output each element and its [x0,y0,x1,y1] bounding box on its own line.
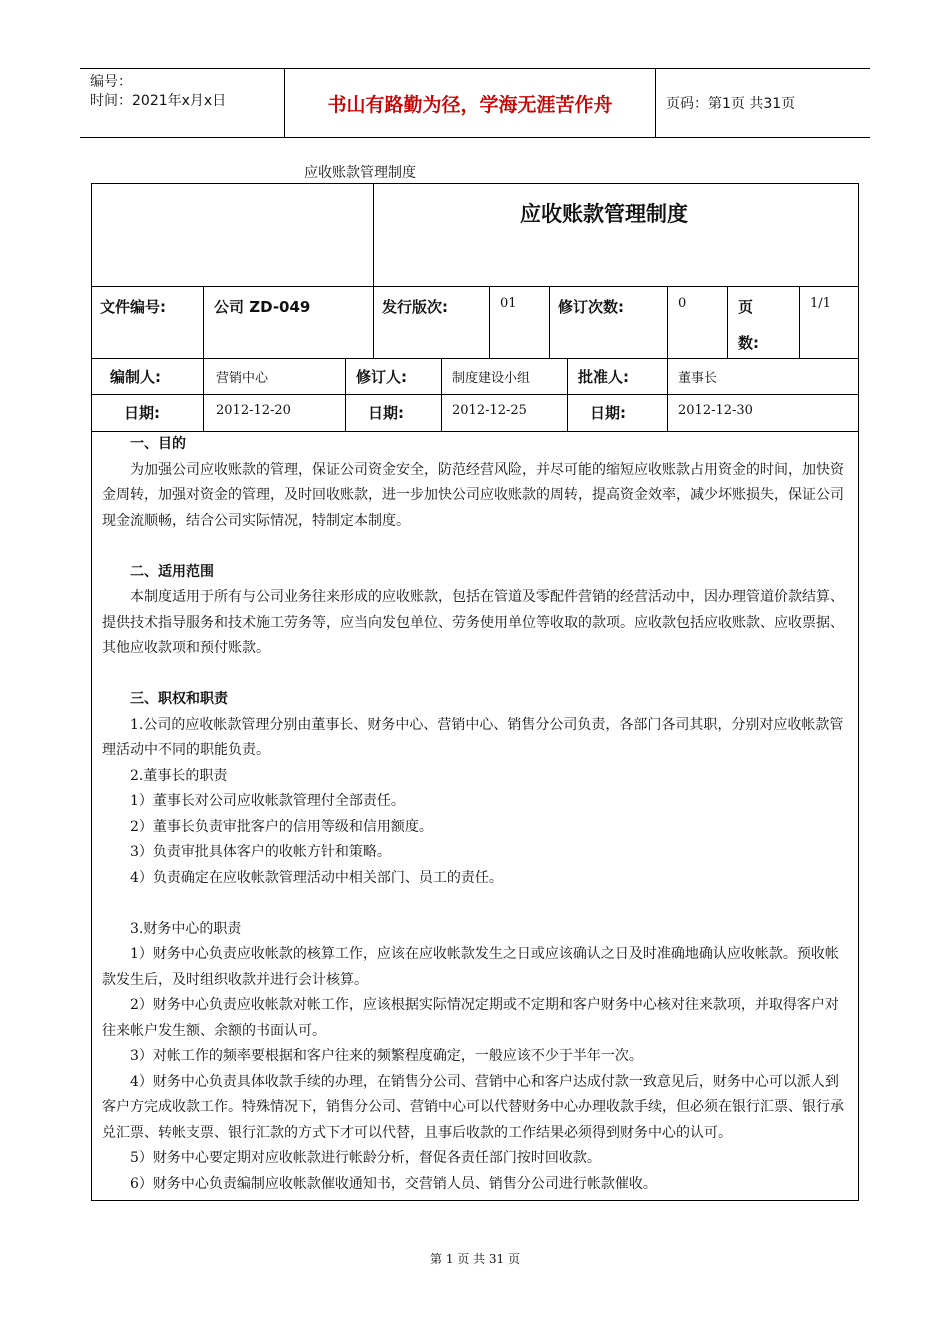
page-header [80,68,870,138]
document-table [91,183,859,1201]
revision-label: 修订次数: [558,298,624,316]
date3-label-cell [568,395,668,432]
paragraph: 3.财务中心的职责 [130,920,242,937]
section-heading: 一、目的 [130,436,186,452]
header-meta [90,73,226,111]
paragraph: 为加强公司应收账款的管理，保证公司资金安全，防范经营风险，并尽可能的缩短应收账款占用资金的时间，加快资金周转，加强对资金的管理，及时回收账款，进一步加快公司应收账款的周转，提高资金效率，减少坏账损失，保证公司现金流顺畅，结合公司实际情况，特制定本制度。 [102,461,844,529]
paragraph: 6）财务中心负责编制应收帐款催收通知书，交营销人员、销售分公司进行帐款催收。 [130,1175,657,1192]
header-motto: 书山有路勤为径，学海无涯苦作舟 [284,69,656,137]
approver-value-cell [668,359,858,395]
reviser-label-cell [346,359,442,395]
paragraph: 2）财务中心负责应收帐款对帐工作，应该根据实际情况定期或不定期和客户财务中心核对往来款项，并取得客户对往来帐户发生额、余额的书面认可。 [102,997,839,1039]
author-label: 编制人: [110,368,161,386]
date3-label: 日期: [590,404,626,422]
edition-label-cell [374,287,490,359]
revision-label-cell [550,287,668,359]
revision-value-cell [668,287,728,359]
document-title: 应收账款管理制度 [520,202,688,226]
author-value-cell [204,359,346,395]
file-no-value-cell [204,287,374,359]
pages-label-cell [728,287,800,359]
pages-value: 1/1 [810,296,831,311]
paragraph: 1.公司的应收帐款管理分别由董事长、财务中心、营销中心、销售分公司负责，各部门各司其职，分别对应收帐款管理活动中不同的职能负责。 [102,716,844,758]
paragraph: 2.董事长的职责 [130,767,228,784]
approver-label-cell [568,359,668,395]
header-page-code: 页码：第1页 共31页 [666,96,796,112]
date2-value-cell [442,395,568,432]
date1-value-cell [204,395,346,432]
paragraph: 1）财务中心负责应收帐款的核算工作，应该在应收帐款发生之日或应该确认之日及时准确地确认应收帐款。预收帐款发生后，及时组织收款并进行会计核算。 [102,946,839,988]
file-no-label: 文件编号: [100,298,166,316]
date2-value: 2012-12-25 [452,403,527,418]
file-no-value: 公司 ZD-049 [214,298,311,316]
date2-label-cell [346,395,442,432]
doc-number-label: 编号： [90,74,132,90]
pages-label-line2: 数: [738,334,759,352]
page-footer: 第 1 页 共 31 页 [430,1252,520,1266]
paragraph: 1）董事长对公司应收帐款管理付全部责任。 [130,793,405,809]
title-cell [374,184,858,287]
section-heading: 二、适用范围 [130,563,214,580]
paragraph: 5）财务中心要定期对应收帐款进行帐龄分析，督促各责任部门按时回收款。 [130,1150,601,1166]
revision-value: 0 [678,296,687,311]
paragraph: 4）财务中心负责具体收款手续的办理，在销售分公司、营销中心和客户达成付款一致意见后，财务中心可以派人到客户方完成收款工作。特殊情况下，销售分公司、营销中心可以代替财务中心办理收款手续，但必须在银行汇票、银行承兑汇票、转帐支票、银行汇款的方式下才可以代替，且事后收款的工作结果必须得到财务中心的认可。 [102,1073,844,1141]
paragraph: 3）负责审批具体客户的收帐方针和策略。 [130,844,391,860]
pages-label-line1: 页 [738,298,754,316]
paragraph: 3）对帐工作的频率要根据和客户往来的频繁程度确定，一般应该不少于半年一次。 [130,1048,643,1064]
date2-label: 日期: [368,404,404,422]
paragraph: 2）董事长负责审批客户的信用等级和信用额度。 [130,818,433,835]
date1-label-cell [92,395,204,432]
approver-label: 批准人: [578,368,629,386]
edition-label: 发行版次: [382,298,448,316]
reviser-value-cell [442,359,568,395]
file-no-label-cell [92,287,204,359]
date3-value: 2012-12-30 [678,403,753,418]
reviser-label: 修订人: [356,368,407,386]
title-blank-cell [92,184,374,287]
document-body [92,432,858,1197]
date-label: 时间：2021年x月x日 [90,93,227,109]
paragraph: 本制度适用于所有与公司业务往来形成的应收账款，包括在管道及零配件营销的经营活动中，因办理管道价款结算、提供技术指导服务和技术施工劳务等，应当向发包单位、劳务使用单位等收取的款项。应收款包括应收账款、应收票据、其他应收款项和预付账款。 [102,589,844,656]
edition-value-cell [490,287,550,359]
section-heading: 三、职权和职责 [130,691,228,707]
paragraph: 4）负责确定在应收帐款管理活动中相关部门、员工的责任。 [130,869,503,886]
author-value: 营销中心 [216,371,269,386]
date1-label: 日期: [124,404,160,422]
edition-value: 01 [500,296,517,311]
pages-value-cell [800,287,858,359]
date1-value: 2012-12-20 [216,403,291,418]
reviser-value: 制度建设小组 [452,371,531,386]
author-label-cell [92,359,204,395]
approver-value: 董事长 [678,371,718,386]
document-caption: 应收账款管理制度 [304,165,416,181]
date3-value-cell [668,395,858,432]
